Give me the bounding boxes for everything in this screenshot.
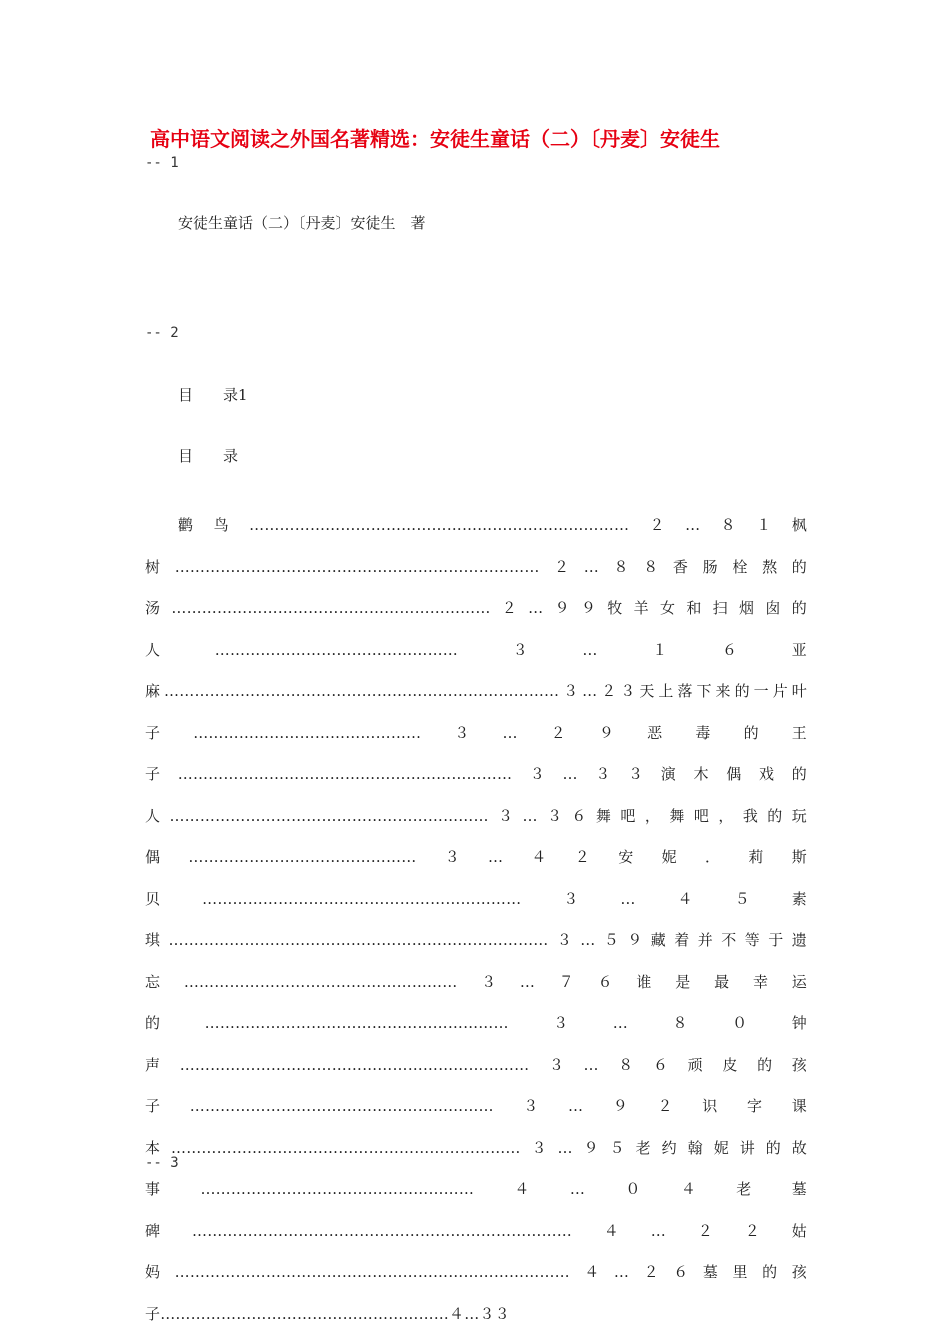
- page-marker-3: -- 3: [145, 1155, 179, 1171]
- page-marker-1: -- 1: [145, 155, 179, 171]
- toc-heading-second: 目 录: [178, 447, 239, 465]
- book-subtitle: 安徒生童话（二）〔丹麦〕安徒生 著: [178, 214, 426, 232]
- document-title: 高中语文阅读之外国名著精选：安徒生童话（二）〔丹麦〕安徒生: [150, 127, 720, 151]
- table-of-contents: 鹳鸟…………………………………………………………………２…８１枫树………………………………………………………………２…８８香肠栓熬的汤………………………………………………………２…９９牧羊女和扫烟囱的人…………………………………………３…１６亚麻……………………………………………………………………３…２３天上落下来的一片叶子………………………………………３…２９恶毒的王子…………………………………………………………３…３３演木偶戏的人………………………………………………………３…３６舞吧，舞吧，我的玩偶………………………………………３…４２安妮．莉斯贝………………………………………………………３…４５素琪…………………………………………………………………３…５９藏着并不等于遗忘………………………………………………３…７６谁是最幸运的……………………………………………………３…８０钟声……………………………………………………………３…８６顽皮的孩子……………………………………………………３…９２识字课本……………………………………………………………３…９５老约翰妮讲的故事………………………………………………４…０４老墓碑…………………………………………………………………４…２２姑妈……………………………………………………………………４…２６墓里的孩子…………………………………………………４…３３: [145, 516, 807, 1323]
- page-marker-2: -- 2: [145, 325, 179, 341]
- toc-heading-first: 目 录1: [178, 386, 248, 404]
